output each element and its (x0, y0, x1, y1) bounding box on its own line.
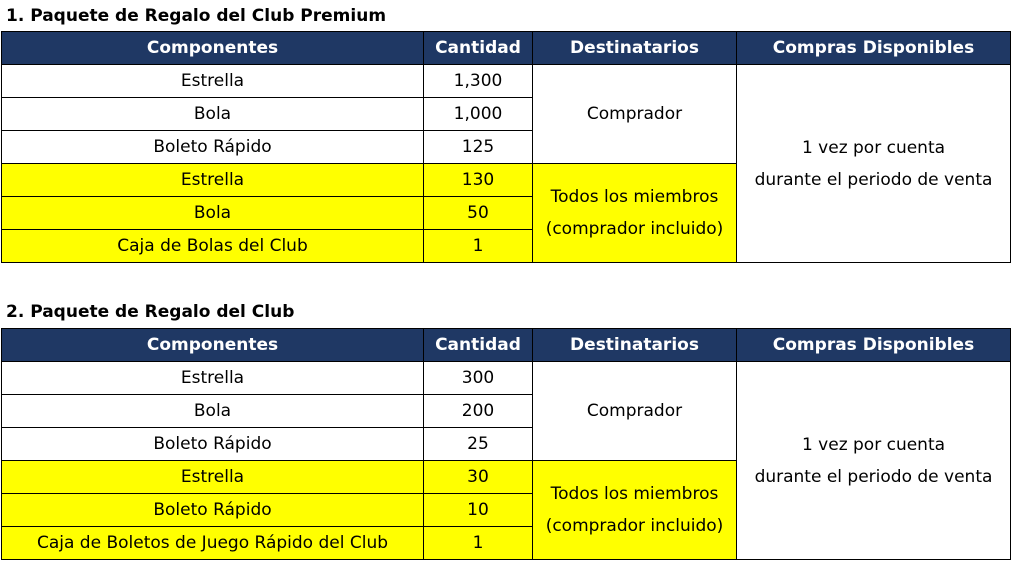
component-cell: Boleto Rápido (2, 131, 424, 164)
header-recipients: Destinatarios (533, 329, 737, 362)
table-header-row (2, 329, 1011, 362)
recipient-all-line-1: Todos los miembros (550, 187, 719, 207)
header-quantity: Cantidad (424, 32, 533, 65)
table-row (2, 65, 1011, 98)
header-purchases: Compras Disponibles (737, 32, 1011, 65)
component-cell: Estrella (2, 362, 424, 395)
quantity-cell: 30 (424, 461, 533, 494)
component-cell: Caja de Boletos de Juego Rápido del Club (2, 527, 424, 560)
quantity-cell: 1 (424, 527, 533, 560)
component-cell: Bola (2, 395, 424, 428)
component-cell: Estrella (2, 65, 424, 98)
recipient-all-cell (533, 164, 737, 263)
component-cell: Estrella (2, 461, 424, 494)
recipient-all-line-2: (comprador incluido) (545, 516, 724, 536)
purchases-line-1: 1 vez por cuenta (801, 137, 946, 158)
recipient-all-line-1: Todos los miembros (550, 484, 719, 504)
table-row (2, 362, 1011, 395)
recipient-buyer-cell: Comprador (533, 65, 737, 164)
table-header-row (2, 32, 1011, 65)
header-components: Componentes (2, 32, 424, 65)
club-gift-package-table (1, 328, 1011, 560)
quantity-cell: 200 (424, 395, 533, 428)
header-purchases: Compras Disponibles (737, 329, 1011, 362)
header-recipients: Destinatarios (533, 32, 737, 65)
purchases-line-2: durante el periodo de venta (754, 169, 993, 190)
recipient-buyer-cell: Comprador (533, 362, 737, 461)
component-cell: Boleto Rápido (2, 428, 424, 461)
section-2-title: 2. Paquete de Regalo del Club (6, 302, 295, 322)
purchases-line-1: 1 vez por cuenta (801, 434, 946, 455)
quantity-cell: 10 (424, 494, 533, 527)
purchases-line-2: durante el periodo de venta (754, 466, 993, 487)
quantity-cell: 125 (424, 131, 533, 164)
purchases-cell (737, 65, 1011, 263)
quantity-cell: 25 (424, 428, 533, 461)
premium-gift-package-table (1, 31, 1011, 263)
component-cell: Caja de Bolas del Club (2, 230, 424, 263)
quantity-cell: 300 (424, 362, 533, 395)
recipient-all-line-2: (comprador incluido) (545, 219, 724, 239)
quantity-cell: 50 (424, 197, 533, 230)
purchases-cell (737, 362, 1011, 560)
header-components: Componentes (2, 329, 424, 362)
recipient-all-cell (533, 461, 737, 560)
quantity-cell: 1 (424, 230, 533, 263)
quantity-cell: 130 (424, 164, 533, 197)
component-cell: Estrella (2, 164, 424, 197)
quantity-cell: 1,000 (424, 98, 533, 131)
component-cell: Bola (2, 98, 424, 131)
component-cell: Bola (2, 197, 424, 230)
header-quantity: Cantidad (424, 329, 533, 362)
section-1-title: 1. Paquete de Regalo del Club Premium (6, 6, 387, 26)
component-cell: Boleto Rápido (2, 494, 424, 527)
quantity-cell: 1,300 (424, 65, 533, 98)
